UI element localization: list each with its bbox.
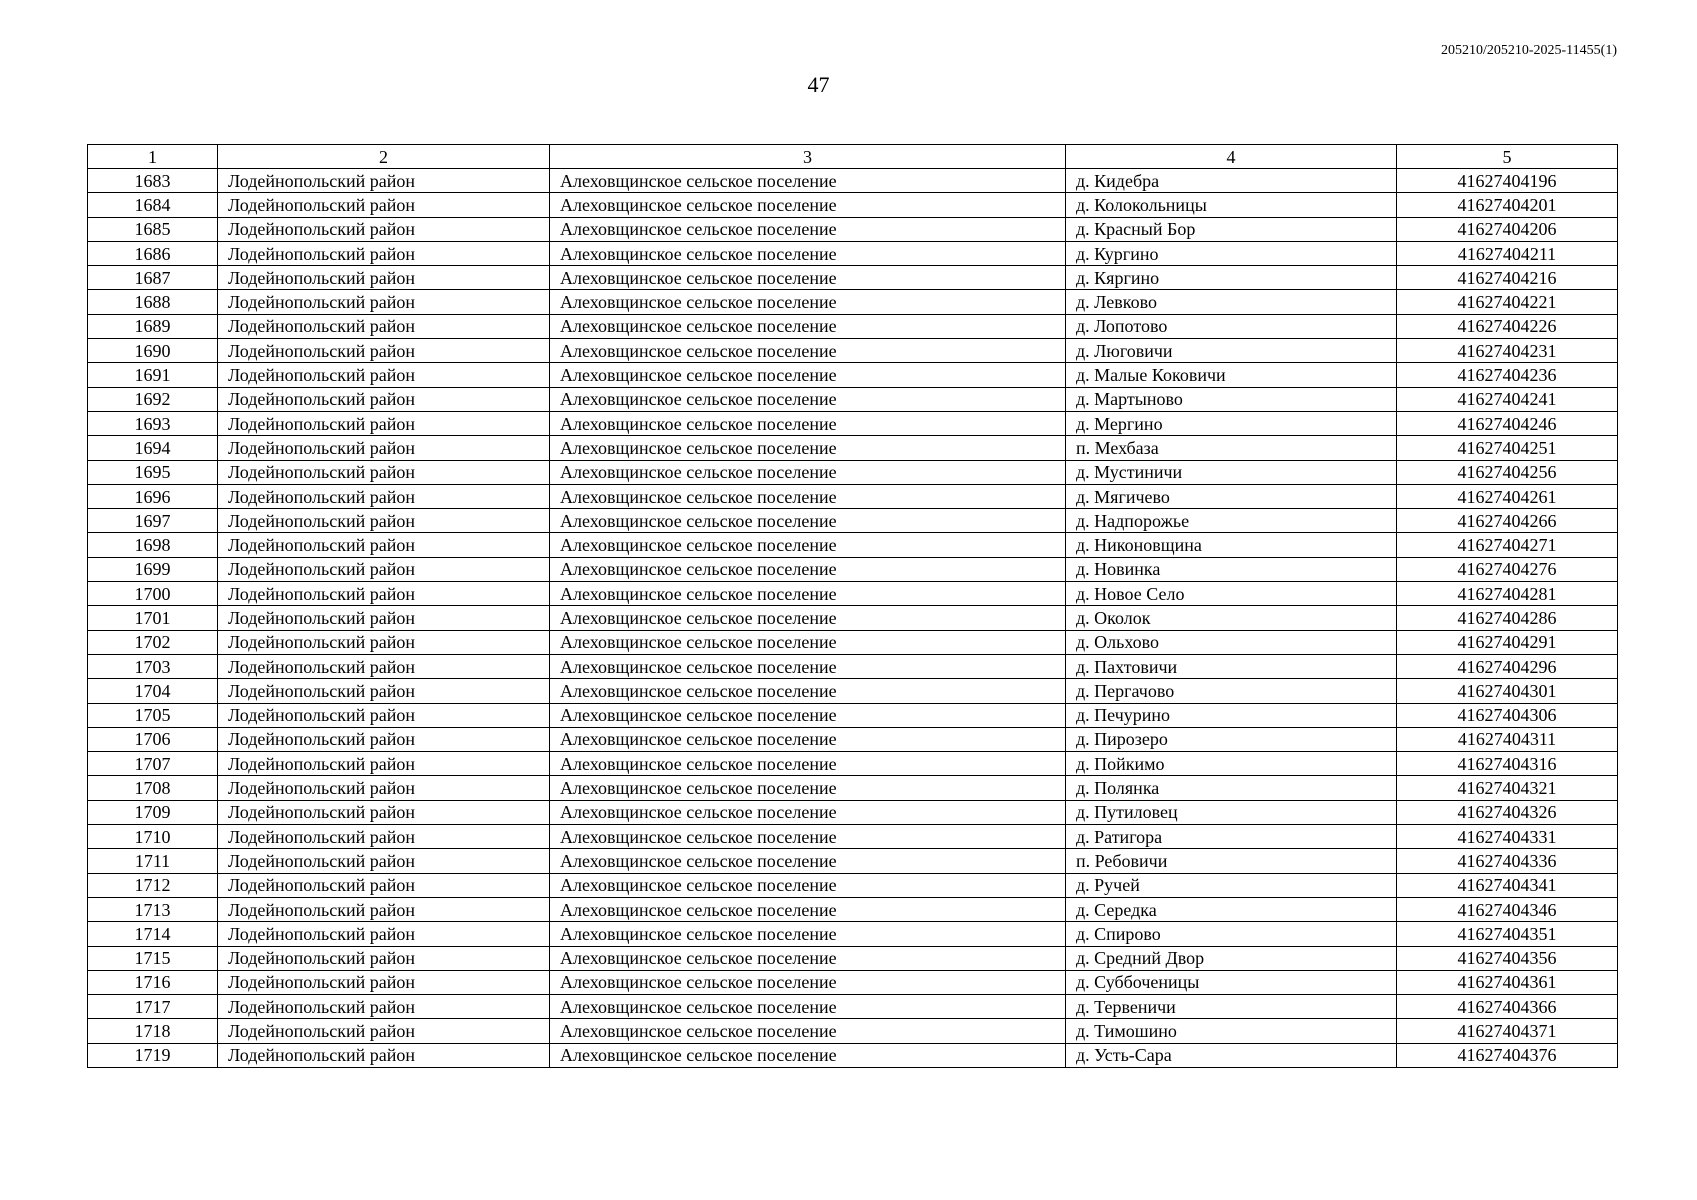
settlement-cell: Алеховщинское сельское поселение (550, 654, 1066, 678)
settlements-table (87, 144, 1618, 1068)
table-row (88, 849, 1618, 873)
oktmo-code-cell: 41627404236 (1397, 363, 1618, 387)
settlement-cell: Алеховщинское сельское поселение (550, 825, 1066, 849)
table-row (88, 946, 1618, 970)
column-header-4: 4 (1066, 145, 1397, 169)
oktmo-code-cell: 41627404281 (1397, 582, 1618, 606)
row-number-cell: 1687 (88, 266, 218, 290)
settlement-cell: Алеховщинское сельское поселение (550, 533, 1066, 557)
oktmo-code-cell: 41627404371 (1397, 1019, 1618, 1043)
settlement-cell: Алеховщинское сельское поселение (550, 169, 1066, 193)
settlement-cell: Алеховщинское сельское поселение (550, 460, 1066, 484)
district-cell: Лодейнопольский район (218, 387, 550, 411)
row-number-cell: 1700 (88, 582, 218, 606)
locality-cell: д. Кяргино (1066, 266, 1397, 290)
locality-cell: д. Средний Двор (1066, 946, 1397, 970)
settlement-cell: Алеховщинское сельское поселение (550, 363, 1066, 387)
settlement-cell: Алеховщинское сельское поселение (550, 606, 1066, 630)
column-header-3: 3 (550, 145, 1066, 169)
row-number-cell: 1705 (88, 703, 218, 727)
row-number-cell: 1719 (88, 1043, 218, 1067)
row-number-cell: 1709 (88, 800, 218, 824)
oktmo-code-cell: 41627404326 (1397, 800, 1618, 824)
row-number-cell: 1690 (88, 339, 218, 363)
table-row (88, 606, 1618, 630)
oktmo-code-cell: 41627404211 (1397, 241, 1618, 265)
oktmo-code-cell: 41627404366 (1397, 995, 1618, 1019)
district-cell: Лодейнопольский район (218, 679, 550, 703)
district-cell: Лодейнопольский район (218, 363, 550, 387)
district-cell: Лодейнопольский район (218, 727, 550, 751)
row-number-cell: 1704 (88, 679, 218, 703)
district-cell: Лодейнопольский район (218, 241, 550, 265)
district-cell: Лодейнопольский район (218, 995, 550, 1019)
locality-cell: д. Красный Бор (1066, 217, 1397, 241)
settlement-cell: Алеховщинское сельское поселение (550, 679, 1066, 703)
district-cell: Лодейнопольский район (218, 970, 550, 994)
row-number-cell: 1701 (88, 606, 218, 630)
locality-cell: д. Середка (1066, 897, 1397, 921)
table-row (88, 776, 1618, 800)
settlement-cell: Алеховщинское сельское поселение (550, 339, 1066, 363)
table-row (88, 654, 1618, 678)
settlement-cell: Алеховщинское сельское поселение (550, 727, 1066, 751)
oktmo-code-cell: 41627404361 (1397, 970, 1618, 994)
oktmo-code-cell: 41627404346 (1397, 897, 1618, 921)
locality-cell: д. Печурино (1066, 703, 1397, 727)
settlement-cell: Алеховщинское сельское поселение (550, 290, 1066, 314)
oktmo-code-cell: 41627404331 (1397, 825, 1618, 849)
oktmo-code-cell: 41627404351 (1397, 922, 1618, 946)
district-cell: Лодейнопольский район (218, 582, 550, 606)
oktmo-code-cell: 41627404301 (1397, 679, 1618, 703)
oktmo-code-cell: 41627404286 (1397, 606, 1618, 630)
district-cell: Лодейнопольский район (218, 436, 550, 460)
locality-cell: д. Надпорожье (1066, 509, 1397, 533)
row-number-cell: 1698 (88, 533, 218, 557)
oktmo-code-cell: 41627404311 (1397, 727, 1618, 751)
table-row (88, 509, 1618, 533)
row-number-cell: 1689 (88, 314, 218, 338)
row-number-cell: 1711 (88, 849, 218, 873)
district-cell: Лодейнопольский район (218, 290, 550, 314)
settlement-cell: Алеховщинское сельское поселение (550, 630, 1066, 654)
district-cell: Лодейнопольский район (218, 169, 550, 193)
district-cell: Лодейнопольский район (218, 193, 550, 217)
table-row (88, 582, 1618, 606)
row-number-cell: 1706 (88, 727, 218, 751)
row-number-cell: 1693 (88, 411, 218, 435)
row-number-cell: 1684 (88, 193, 218, 217)
locality-cell: д. Ратигора (1066, 825, 1397, 849)
settlement-cell: Алеховщинское сельское поселение (550, 703, 1066, 727)
row-number-cell: 1695 (88, 460, 218, 484)
row-number-cell: 1714 (88, 922, 218, 946)
locality-cell: д. Мустиничи (1066, 460, 1397, 484)
row-number-cell: 1712 (88, 873, 218, 897)
locality-cell: д. Новое Село (1066, 582, 1397, 606)
district-cell: Лодейнопольский район (218, 654, 550, 678)
row-number-cell: 1715 (88, 946, 218, 970)
settlement-cell: Алеховщинское сельское поселение (550, 1019, 1066, 1043)
locality-cell: д. Полянка (1066, 776, 1397, 800)
locality-cell: п. Ребовичи (1066, 849, 1397, 873)
locality-cell: д. Мягичево (1066, 484, 1397, 508)
table-row (88, 727, 1618, 751)
oktmo-code-cell: 41627404376 (1397, 1043, 1618, 1067)
oktmo-code-cell: 41627404296 (1397, 654, 1618, 678)
settlement-cell: Алеховщинское сельское поселение (550, 849, 1066, 873)
table-row (88, 193, 1618, 217)
oktmo-code-cell: 41627404356 (1397, 946, 1618, 970)
settlement-cell: Алеховщинское сельское поселение (550, 873, 1066, 897)
district-cell: Лодейнопольский район (218, 460, 550, 484)
district-cell: Лодейнопольский район (218, 1043, 550, 1067)
settlement-cell: Алеховщинское сельское поселение (550, 557, 1066, 581)
table-row (88, 1019, 1618, 1043)
row-number-cell: 1686 (88, 241, 218, 265)
district-cell: Лодейнопольский район (218, 606, 550, 630)
settlement-cell: Алеховщинское сельское поселение (550, 509, 1066, 533)
district-cell: Лодейнопольский район (218, 849, 550, 873)
oktmo-code-cell: 41627404276 (1397, 557, 1618, 581)
table-row (88, 533, 1618, 557)
locality-cell: д. Пойкимо (1066, 752, 1397, 776)
column-header-2: 2 (218, 145, 550, 169)
locality-cell: д. Люговичи (1066, 339, 1397, 363)
oktmo-code-cell: 41627404341 (1397, 873, 1618, 897)
table-row (88, 266, 1618, 290)
locality-cell: д. Малые Коковичи (1066, 363, 1397, 387)
oktmo-code-cell: 41627404231 (1397, 339, 1618, 363)
settlement-cell: Алеховщинское сельское поселение (550, 922, 1066, 946)
oktmo-code-cell: 41627404251 (1397, 436, 1618, 460)
row-number-cell: 1696 (88, 484, 218, 508)
oktmo-code-cell: 41627404306 (1397, 703, 1618, 727)
oktmo-code-cell: 41627404246 (1397, 411, 1618, 435)
table-row (88, 411, 1618, 435)
oktmo-code-cell: 41627404291 (1397, 630, 1618, 654)
district-cell: Лодейнопольский район (218, 557, 550, 581)
district-cell: Лодейнопольский район (218, 217, 550, 241)
locality-cell: д. Мартыново (1066, 387, 1397, 411)
row-number-cell: 1699 (88, 557, 218, 581)
locality-cell: д. Усть-Сара (1066, 1043, 1397, 1067)
table-row (88, 290, 1618, 314)
settlement-cell: Алеховщинское сельское поселение (550, 241, 1066, 265)
table-row (88, 460, 1618, 484)
table-row (88, 752, 1618, 776)
settlement-cell: Алеховщинское сельское поселение (550, 752, 1066, 776)
district-cell: Лодейнопольский район (218, 411, 550, 435)
row-number-cell: 1688 (88, 290, 218, 314)
oktmo-code-cell: 41627404201 (1397, 193, 1618, 217)
oktmo-code-cell: 41627404206 (1397, 217, 1618, 241)
locality-cell: д. Лопотово (1066, 314, 1397, 338)
settlement-cell: Алеховщинское сельское поселение (550, 897, 1066, 921)
district-cell: Лодейнопольский район (218, 825, 550, 849)
row-number-cell: 1708 (88, 776, 218, 800)
table-row (88, 484, 1618, 508)
settlement-cell: Алеховщинское сельское поселение (550, 387, 1066, 411)
table-body (88, 169, 1618, 1068)
row-number-cell: 1683 (88, 169, 218, 193)
district-cell: Лодейнопольский район (218, 630, 550, 654)
table-row (88, 679, 1618, 703)
district-cell: Лодейнопольский район (218, 266, 550, 290)
locality-cell: д. Кургино (1066, 241, 1397, 265)
settlement-cell: Алеховщинское сельское поселение (550, 436, 1066, 460)
district-cell: Лодейнопольский район (218, 946, 550, 970)
district-cell: Лодейнопольский район (218, 752, 550, 776)
page-number-text: 47 (807, 72, 830, 97)
table-row (88, 387, 1618, 411)
district-cell: Лодейнопольский район (218, 873, 550, 897)
settlement-cell: Алеховщинское сельское поселение (550, 1043, 1066, 1067)
district-cell: Лодейнопольский район (218, 533, 550, 557)
district-cell: Лодейнопольский район (218, 800, 550, 824)
table-row (88, 363, 1618, 387)
oktmo-code-cell: 41627404221 (1397, 290, 1618, 314)
district-cell: Лодейнопольский район (218, 776, 550, 800)
locality-cell: д. Никоновщина (1066, 533, 1397, 557)
settlement-cell: Алеховщинское сельское поселение (550, 946, 1066, 970)
locality-cell: д. Тервеничи (1066, 995, 1397, 1019)
locality-cell: д. Пергачово (1066, 679, 1397, 703)
column-header-1: 1 (88, 145, 218, 169)
row-number-cell: 1710 (88, 825, 218, 849)
oktmo-code-cell: 41627404271 (1397, 533, 1618, 557)
page-number (0, 72, 1697, 98)
locality-cell: д. Новинка (1066, 557, 1397, 581)
table-row (88, 897, 1618, 921)
district-cell: Лодейнопольский район (218, 1019, 550, 1043)
oktmo-code-cell: 41627404336 (1397, 849, 1618, 873)
district-cell: Лодейнопольский район (218, 314, 550, 338)
locality-cell: д. Ольхово (1066, 630, 1397, 654)
row-number-cell: 1718 (88, 1019, 218, 1043)
row-number-cell: 1697 (88, 509, 218, 533)
oktmo-code-cell: 41627404321 (1397, 776, 1618, 800)
locality-cell: д. Кидебра (1066, 169, 1397, 193)
table-row (88, 241, 1618, 265)
settlement-cell: Алеховщинское сельское поселение (550, 582, 1066, 606)
table-row (88, 314, 1618, 338)
document-reference: 205210/205210-2025-11455(1) (1440, 43, 1617, 58)
oktmo-code-cell: 41627404261 (1397, 484, 1618, 508)
locality-cell: д. Мергино (1066, 411, 1397, 435)
table-row (88, 703, 1618, 727)
table-header (88, 145, 1618, 169)
table-row (88, 825, 1618, 849)
table-row (88, 1043, 1618, 1067)
settlement-cell: Алеховщинское сельское поселение (550, 484, 1066, 508)
settlement-cell: Алеховщинское сельское поселение (550, 776, 1066, 800)
column-header-5: 5 (1397, 145, 1618, 169)
table-row (88, 339, 1618, 363)
locality-cell: д. Колокольницы (1066, 193, 1397, 217)
table-row (88, 217, 1618, 241)
row-number-cell: 1694 (88, 436, 218, 460)
table-row (88, 169, 1618, 193)
oktmo-code-cell: 41627404266 (1397, 509, 1618, 533)
oktmo-code-cell: 41627404226 (1397, 314, 1618, 338)
row-number-cell: 1717 (88, 995, 218, 1019)
district-cell: Лодейнопольский район (218, 897, 550, 921)
table-row (88, 995, 1618, 1019)
oktmo-code-cell: 41627404316 (1397, 752, 1618, 776)
locality-cell: д. Пахтовичи (1066, 654, 1397, 678)
locality-cell: д. Околок (1066, 606, 1397, 630)
locality-cell: д. Суббоченицы (1066, 970, 1397, 994)
settlement-cell: Алеховщинское сельское поселение (550, 193, 1066, 217)
district-cell: Лодейнопольский район (218, 339, 550, 363)
settlement-cell: Алеховщинское сельское поселение (550, 411, 1066, 435)
row-number-cell: 1691 (88, 363, 218, 387)
row-number-cell: 1703 (88, 654, 218, 678)
locality-cell: д. Тимошино (1066, 1019, 1397, 1043)
settlement-cell: Алеховщинское сельское поселение (550, 217, 1066, 241)
row-number-cell: 1702 (88, 630, 218, 654)
locality-cell: д. Ручей (1066, 873, 1397, 897)
oktmo-code-cell: 41627404256 (1397, 460, 1618, 484)
row-number-cell: 1685 (88, 217, 218, 241)
district-cell: Лодейнопольский район (218, 922, 550, 946)
row-number-cell: 1707 (88, 752, 218, 776)
table-row (88, 630, 1618, 654)
district-cell: Лодейнопольский район (218, 484, 550, 508)
locality-cell: д. Пирозеро (1066, 727, 1397, 751)
locality-cell: д. Спирово (1066, 922, 1397, 946)
settlement-cell: Алеховщинское сельское поселение (550, 970, 1066, 994)
oktmo-code-cell: 41627404241 (1397, 387, 1618, 411)
settlement-cell: Алеховщинское сельское поселение (550, 800, 1066, 824)
district-cell: Лодейнопольский район (218, 509, 550, 533)
table-row (88, 436, 1618, 460)
locality-cell: д. Путиловец (1066, 800, 1397, 824)
locality-cell: п. Мехбаза (1066, 436, 1397, 460)
table-row (88, 970, 1618, 994)
row-number-cell: 1713 (88, 897, 218, 921)
settlement-cell: Алеховщинское сельское поселение (550, 314, 1066, 338)
locality-cell: д. Левково (1066, 290, 1397, 314)
table-row (88, 800, 1618, 824)
settlement-cell: Алеховщинское сельское поселение (550, 995, 1066, 1019)
oktmo-code-cell: 41627404196 (1397, 169, 1618, 193)
oktmo-code-cell: 41627404216 (1397, 266, 1618, 290)
table-row (88, 873, 1618, 897)
settlement-cell: Алеховщинское сельское поселение (550, 266, 1066, 290)
district-cell: Лодейнопольский район (218, 703, 550, 727)
table-row (88, 922, 1618, 946)
row-number-cell: 1692 (88, 387, 218, 411)
row-number-cell: 1716 (88, 970, 218, 994)
table-row (88, 557, 1618, 581)
header-row (88, 145, 1618, 169)
